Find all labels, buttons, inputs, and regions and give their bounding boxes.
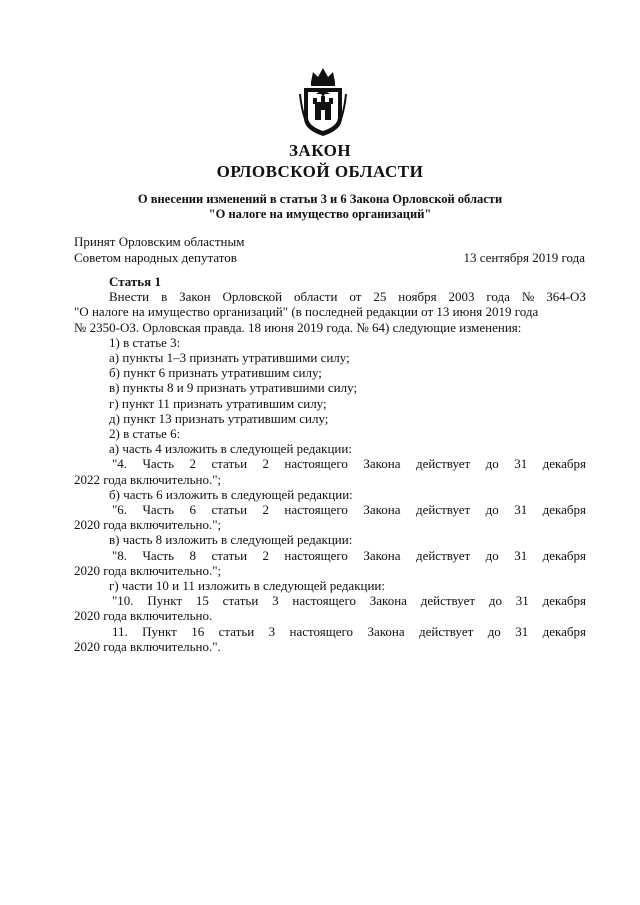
word: 11.	[112, 623, 128, 639]
word: "6.	[112, 502, 128, 518]
word: Пункт	[147, 593, 183, 609]
word: действует	[415, 502, 471, 518]
word: Закона	[369, 593, 407, 609]
word: декабря	[542, 456, 586, 472]
adoption-line1: Принят Орловским областным	[74, 234, 245, 249]
word: 2	[262, 456, 269, 472]
word: настоящего	[292, 593, 356, 609]
word: статьи	[218, 623, 255, 639]
word: до	[488, 593, 502, 609]
quote-part-4-end: 2022 года включительно.";	[74, 471, 222, 487]
word: 2003	[448, 289, 475, 305]
word: от	[349, 289, 362, 305]
word: 6	[189, 502, 197, 518]
quote-part-11	[74, 624, 586, 639]
word: до	[485, 502, 499, 518]
word: области	[294, 289, 338, 305]
word: №	[521, 289, 535, 305]
word: 2	[262, 502, 269, 518]
adoption-block	[74, 234, 244, 266]
word: Закона	[363, 502, 401, 518]
word: статьи	[211, 547, 248, 563]
word: "8.	[112, 547, 128, 563]
intro-line-1	[74, 289, 586, 304]
word: "10.	[112, 593, 134, 609]
quote-part-10-end: 2020 года включительно.	[74, 608, 213, 624]
word: настоящего	[289, 623, 354, 639]
word: 25	[373, 289, 387, 305]
quote-part-8	[74, 548, 586, 563]
word: Закона	[363, 547, 401, 563]
adoption-line2: Советом народных депутатов	[74, 250, 237, 265]
list-item: а) пункты 1–3 признать утратившими силу;	[109, 350, 350, 366]
article-title: Статья 1	[109, 274, 161, 289]
list-item: в) пункты 8 и 9 признать утратившими силу;	[109, 380, 358, 396]
word: Часть	[142, 456, 175, 472]
word: 31	[515, 593, 529, 609]
word: Пункт	[142, 623, 177, 639]
word: 8	[189, 547, 197, 563]
word: 31	[514, 456, 528, 472]
quote-part-10	[74, 593, 586, 608]
word: декабря	[542, 502, 586, 518]
word: 16	[191, 623, 205, 639]
law-title-line1: ЗАКОН	[288, 141, 352, 160]
word: 31	[515, 623, 529, 639]
word: 3	[268, 623, 276, 639]
quote-part-8-end: 2020 года включительно.";	[74, 562, 222, 578]
word: до	[487, 623, 501, 639]
word: до	[485, 547, 499, 563]
word: Часть	[142, 502, 175, 518]
word: настоящего	[284, 456, 348, 472]
word: декабря	[542, 547, 586, 563]
word: настоящего	[284, 502, 348, 518]
word: статьи	[211, 456, 248, 472]
word: 2	[189, 456, 197, 472]
word: Часть	[142, 547, 175, 563]
list-item: б) пункт 6 признать утратившим силу;	[109, 365, 322, 381]
word: действует	[415, 456, 471, 472]
word: Закона	[367, 623, 405, 639]
quote-part-11-end: 2020 года включительно.".	[74, 638, 221, 654]
word: действует	[419, 623, 474, 639]
word: 15	[195, 593, 209, 609]
word: статьи	[222, 593, 259, 609]
word: 2	[262, 547, 269, 563]
word: 31	[514, 502, 528, 518]
word: Внести	[109, 289, 150, 305]
quote-part-6	[74, 502, 586, 517]
word: действует	[420, 593, 476, 609]
law-title-line2: ОРЛОВСКОЙ ОБЛАСТИ	[216, 162, 424, 181]
list-item: д) пункт 13 признать утратившим силу;	[109, 410, 329, 426]
word: декабря	[542, 593, 586, 609]
word: 3	[272, 593, 279, 609]
word: 31	[514, 547, 528, 563]
word: 364-ОЗ	[546, 289, 586, 305]
word: в	[161, 289, 168, 305]
coat-of-arms-icon	[298, 64, 348, 138]
word: Орловской	[222, 289, 283, 305]
word: Закон	[179, 289, 211, 305]
list-item: 1) в статье 3:	[109, 334, 181, 350]
word: Закона	[363, 456, 401, 472]
word: декабря	[542, 623, 586, 639]
word: ноября	[398, 289, 437, 305]
word: действует	[415, 547, 471, 563]
law-subtitle-line1: О внесении изменений в статьи 3 и 6 Закона Орловской области	[137, 192, 503, 206]
list-item: в) часть 8 изложить в следующей редакции:	[109, 532, 353, 548]
word: статьи	[211, 502, 248, 518]
list-item: г) части 10 и 11 изложить в следующей редакции:	[109, 578, 385, 594]
intro-line-2: "О налоге на имущество организаций" (в последней редакции от 13 июня 2019 года	[74, 304, 539, 320]
word: "4.	[112, 456, 128, 472]
word: года	[486, 289, 510, 305]
word: настоящего	[284, 547, 348, 563]
quote-part-6-end: 2020 года включительно.";	[74, 517, 222, 533]
list-item: б) часть 6 изложить в следующей редакции:	[109, 486, 353, 502]
word: до	[485, 456, 499, 472]
adoption-date: 13 сентября 2019 года	[463, 250, 585, 265]
quote-part-4	[74, 456, 586, 471]
list-item: а) часть 4 изложить в следующей редакции:	[109, 441, 352, 457]
law-subtitle-line2: "О налоге на имущество организаций"	[208, 207, 432, 221]
intro-line-3: № 2350-ОЗ. Орловская правда. 18 июня 2019 года. № 64) следующие изменения:	[74, 319, 522, 335]
article-1	[74, 274, 586, 654]
list-item: 2) в статье 6:	[109, 426, 181, 442]
list-item: г) пункт 11 признать утратившим силу;	[109, 395, 327, 411]
